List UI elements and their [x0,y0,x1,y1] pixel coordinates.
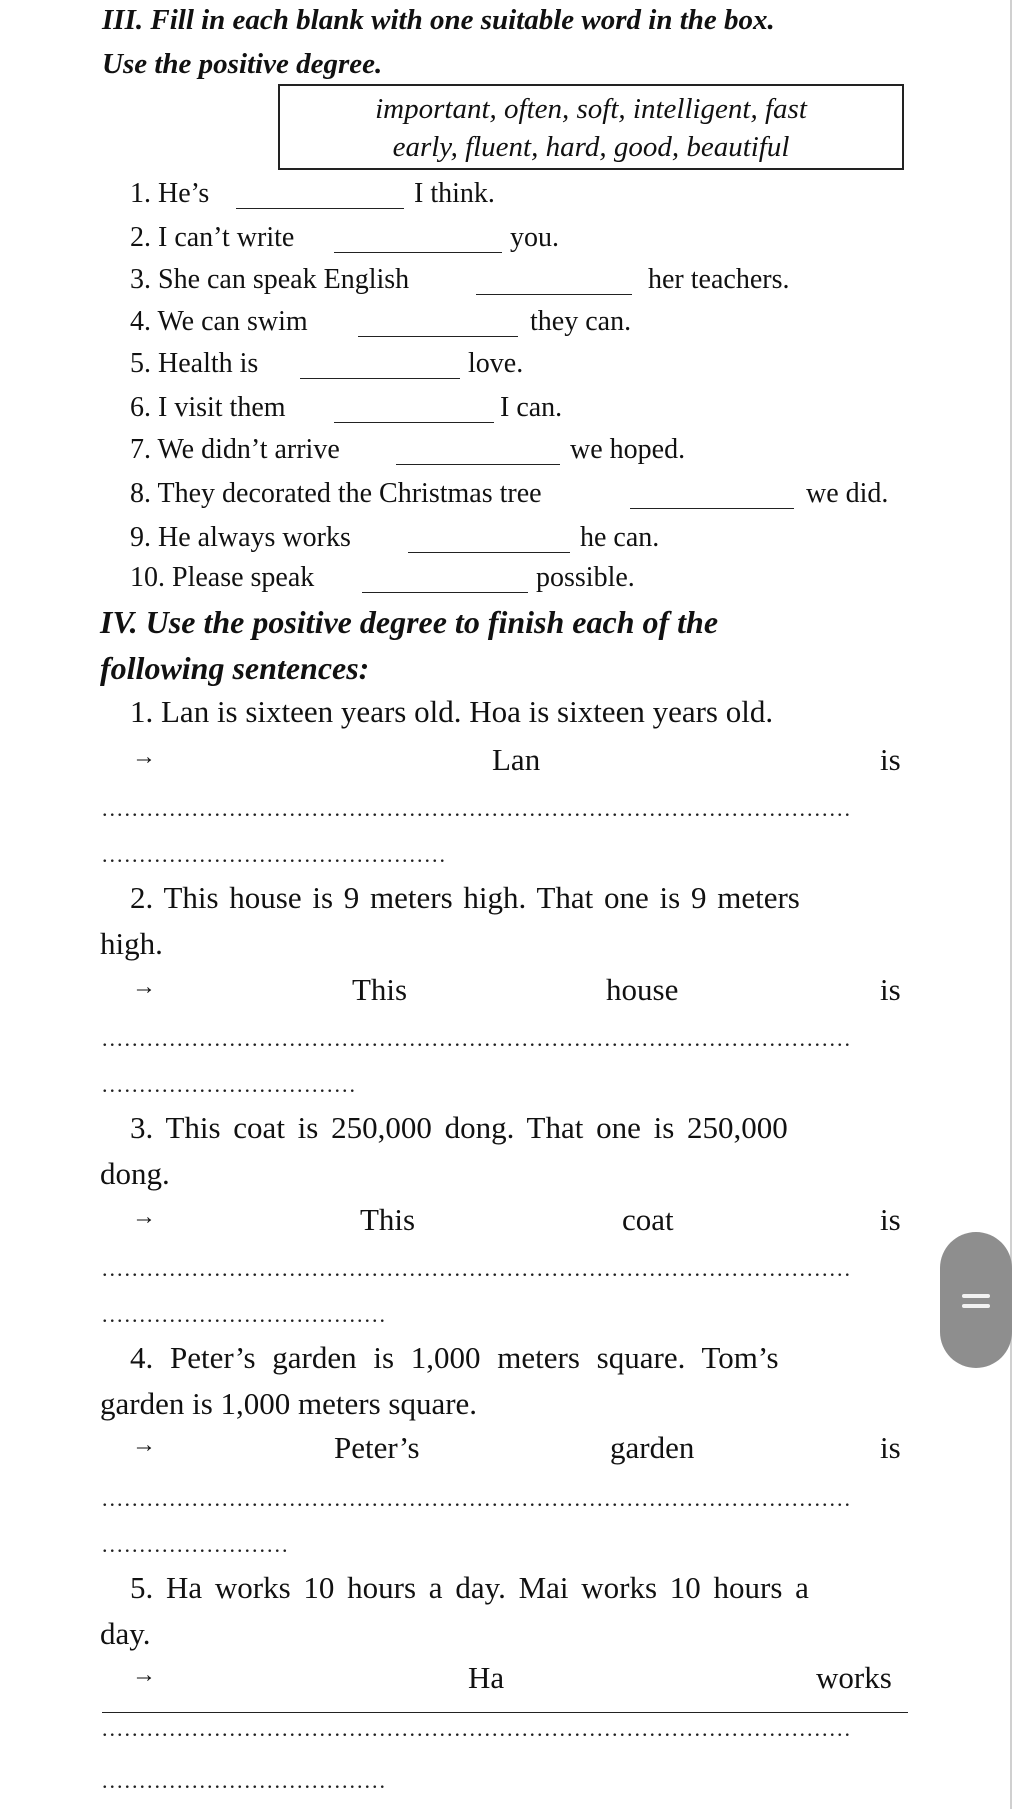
item-3-8-text: 8. They decorated the Christmas tree [130,478,542,509]
item-4-1-answer-line-1[interactable]: .................................................................................................... [102,796,852,821]
item-4-5-prompt-cont: day. [100,1616,151,1651]
item-4-3-answer-line-1[interactable]: .................................................................................................... [102,1256,852,1281]
section-4-heading: IV. Use the positive degree to finish each of the [100,604,719,640]
item-3-1-text: 1. He’s [130,178,210,209]
item-3-6-blank[interactable] [334,422,494,423]
item-4-3-prompt-cont: dong. [100,1156,170,1191]
item-3-4-blank[interactable] [358,336,518,337]
item-3-9-blank[interactable] [408,552,570,553]
item-3-1-blank[interactable] [236,208,404,209]
item-3-9-after: he can. [580,522,660,553]
item-3-7-text: 7. We didn’t arrive [130,434,340,465]
word-box-line-1: important, often, soft, intelligent, fast [375,93,807,125]
section-3-subheading: Use the positive degree. [102,48,383,80]
item-4-4-answer-line-1[interactable]: .................................................................................................... [102,1486,852,1511]
item-4-1-word-3: is [880,742,901,777]
item-3-10-blank[interactable] [362,592,528,593]
item-4-3-prompt: 3. This coat is 250,000 dong. That one is 250,000 [130,1110,788,1145]
item-4-3-word-1: This [360,1202,416,1237]
item-4-2-answer-line-2[interactable]: .................................. [102,1072,357,1097]
arrow-icon: → [132,1204,156,1230]
item-4-2-word-1: This [352,972,408,1007]
item-3-10-after: possible. [536,562,635,593]
item-4-2-word-2: house [606,972,679,1007]
item-3-8-after: we did. [806,478,889,509]
arrow-icon: → [132,1662,156,1688]
item-4-2-prompt: 2. This house is 9 meters high. That one is 9 meters [130,880,800,915]
item-3-9-text: 9. He always works [130,522,351,553]
item-4-4-word-1: Peter’s [334,1430,420,1465]
item-3-2-after: you. [510,222,559,253]
arrow-icon: → [132,744,156,770]
word-box-line-2: early, fluent, hard, good, beautiful [392,131,790,163]
item-3-3-text: 3. She can speak English [130,264,410,295]
item-3-4-text: 4. We can swim [130,306,308,337]
item-4-2-word-3: is [880,972,901,1007]
item-3-8-blank[interactable] [630,508,794,509]
grip-icon [962,1294,990,1298]
item-3-6-text: 6. I visit them [130,392,286,423]
item-3-4-after: they can. [530,306,632,337]
arrow-icon: → [132,1432,156,1458]
item-4-4-word-2: garden [610,1430,695,1465]
item-3-5-after: love. [468,348,524,379]
section-4-subheading: following sentences: [100,650,370,686]
item-3-10-text: 10. Please speak [130,562,315,593]
item-4-2-answer-line-1[interactable]: .................................................................................................... [102,1026,852,1051]
screen-edge-divider [1010,0,1012,1809]
item-4-1-answer-line-2[interactable]: .............................................. [102,842,447,867]
item-4-5-word-3: works [816,1660,892,1695]
item-4-4-word-3: is [880,1430,901,1465]
item-3-2-blank[interactable] [334,252,502,253]
item-4-4-answer-line-2[interactable]: ......................... [102,1532,290,1557]
item-3-2-text: 2. I can’t write [130,222,295,253]
item-4-4-prompt-cont: garden is 1,000 meters square. [100,1386,478,1421]
item-4-1-word-1: Lan [492,742,541,777]
word-box [278,84,904,170]
item-3-6-after: I can. [500,392,563,423]
item-3-7-blank[interactable] [396,464,560,465]
item-3-3-after: her teachers. [648,264,790,295]
item-4-5-underline [102,1712,908,1713]
item-4-2-prompt-cont: high. [100,926,163,961]
item-3-5-text: 5. Health is [130,348,259,379]
item-4-1-prompt: 1. Lan is sixteen years old. Hoa is sixteen years old. [130,694,774,729]
item-4-5-answer-line-1[interactable]: .................................................................................................... [102,1716,852,1741]
item-3-3-blank[interactable] [476,294,632,295]
arrow-icon: → [132,974,156,1000]
item-4-5-answer-line-2[interactable]: ...................................... [102,1768,387,1793]
item-4-5-prompt: 5. Ha works 10 hours a day. Mai works 10 hours a [130,1570,809,1605]
scroll-handle[interactable] [940,1232,1012,1368]
item-3-1-after: I think. [414,178,495,209]
item-3-5-blank[interactable] [300,378,460,379]
item-4-5-word-1: Ha [468,1660,505,1695]
section-3-heading: III. Fill in each blank with one suitable word in the box. [102,4,775,36]
grip-icon [962,1304,990,1308]
item-4-3-word-2: coat [622,1202,674,1237]
item-4-3-word-3: is [880,1202,901,1237]
item-4-3-answer-line-2[interactable]: ...................................... [102,1302,387,1327]
item-4-4-prompt: 4. Peter’s garden is 1,000 meters square. Tom’s [130,1340,779,1375]
item-3-7-after: we hoped. [570,434,686,465]
